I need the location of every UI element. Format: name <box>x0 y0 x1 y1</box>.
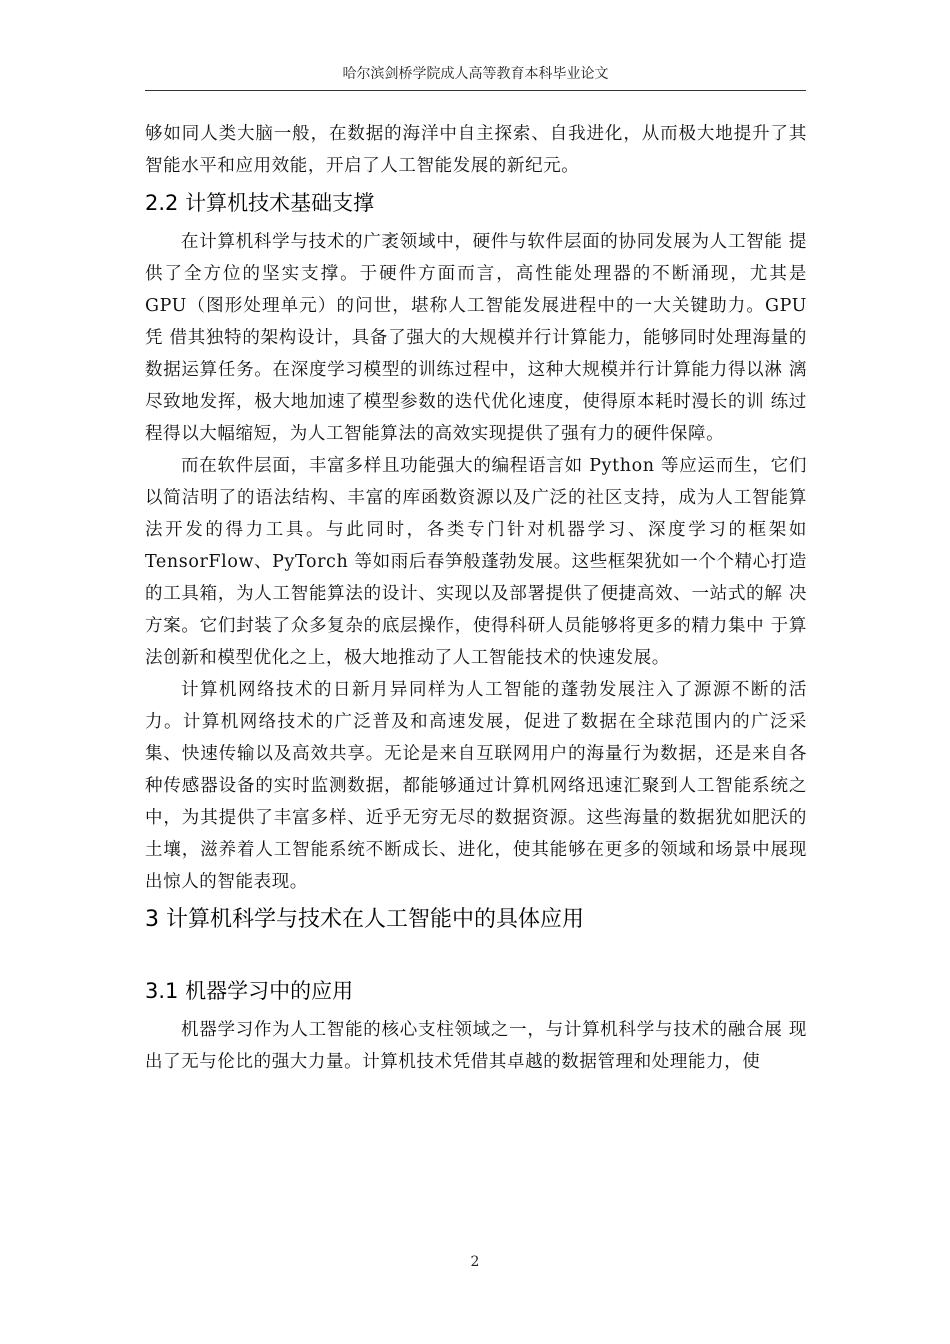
section-2-2-paragraph-hardware: 在计算机科学与技术的广袤领域中，硬件与软件层面的协同发展为人工智能 提供了全方位的坚实支撑。于硬件方面而言，高性能处理器的不断涌现，尤其是 GPU（图形处理单元）的问世，堪称人工智能发展进程中的一大关键助力。GPU 凭 借其独特的架构设计，具备了强大的大规模并行计算能力，能够同时处理海量的 数据运算任务。在深度学习模型的训练过程中，这种大规模并行计算能力得以淋 漓尽致地发挥，极大地加速了模型参数的迭代优化速度，使得原本耗时漫长的训 练过程得以大幅缩短，为人工智能算法的高效实现提供了强有力的硬件保障。 <box>145 232 807 444</box>
document-body <box>145 118 807 1078</box>
intro-paragraph: 够如同人类大脑一般，在数据的海洋中自主探索、自我进化，从而极大地提升了其智能水平和应用效能，开启了人工智能发展的新纪元。 <box>145 124 807 176</box>
header-title: 哈尔滨剑桥学院成人高等教育本科毕业论文 <box>342 66 609 82</box>
section-3-1-paragraph: 机器学习作为人工智能的核心支柱领域之一，与计算机科学与技术的融合展 现出了无与伦比的强大力量。计算机技术凭借其卓越的数据管理和处理能力，使 <box>145 1020 807 1072</box>
section-2-2-heading: 2.2 计算机技术基础支撑 <box>145 191 375 215</box>
page-header <box>145 62 806 91</box>
section-3-heading: 3 计算机科学与技术在人工智能中的具体应用 <box>145 907 584 932</box>
section-3-1-heading: 3.1 机器学习中的应用 <box>145 979 354 1003</box>
section-2-2-paragraph-network: 计算机网络技术的日新月异同样为人工智能的蓬勃发展注入了源源不断的活力。计算机网络技术的广泛普及和高速发展，促进了数据在全球范围内的广泛采集、快速传输以及高效共享。无论是来自互联网用户的海量行为数据，还是来自各种传感器设备的实时监测数据，都能够通过计算机网络迅速汇聚到人工智能系统之中，为其提供了丰富多样、近乎无穷无尽的数据资源。这些海量的数据犹如肥沃的土壤，滋养着人工智能系统不断成长、进化，使其能够在更多的领域和场景中展现出惊人的智能表现。 <box>145 680 807 892</box>
page-number: 2 <box>470 1254 480 1270</box>
section-2-2-paragraph-software: 而在软件层面，丰富多样且功能强大的编程语言如 Python 等应运而生，它们以简洁明了的语法结构、丰富的库函数资源以及广泛的社区支持，成为人工智能算法开发的得力工具。与此同时，各类专门针对机器学习、深度学习的框架如TensorFlow、PyTorch 等如雨后春笋般蓬勃发展。这些框架犹如一个个精心打造 的工具箱，为人工智能算法的设计、实现以及部署提供了便捷高效、一站式的解 决方案。它们封装了众多复杂的底层操作，使得科研人员能够将更多的精力集中 于算法创新和模型优化之上，极大地推动了人工智能技术的快速发展。 <box>145 456 807 668</box>
